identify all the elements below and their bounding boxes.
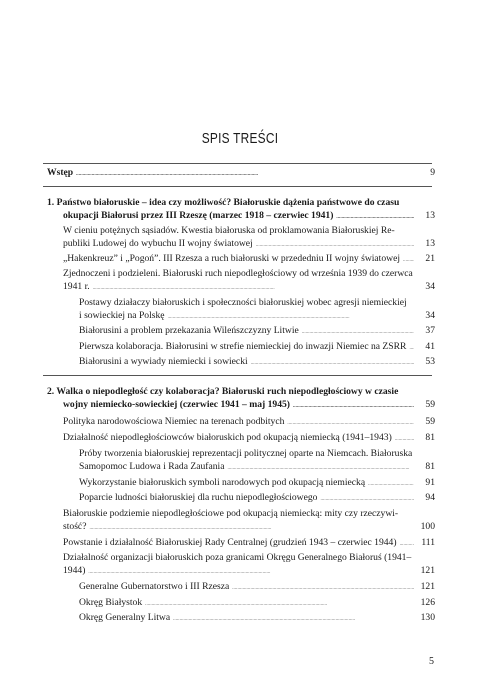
toc-entry-label: Polityka narodowościowa Niemiec na terenach podbitych xyxy=(63,416,285,427)
leader-dots xyxy=(403,253,414,267)
toc-subentry[interactable] xyxy=(79,356,435,370)
toc-entry-line1[interactable]: W cieniu potężnych sąsiadów. Kwestia białoruska od proklamowania Białoruskiej Re- xyxy=(63,225,395,236)
leader-dots xyxy=(336,210,414,224)
toc-page-number: 13 xyxy=(425,238,435,249)
toc-entry-label: Generalne Gubernatorstwo i III Rzesza xyxy=(79,581,230,592)
chapter-2-title-line1[interactable]: 2. Walka o niepodległość czy kolaboracja? Białoruski ruch niepodległościowy w czasie xyxy=(47,386,399,397)
toc-subentry[interactable] xyxy=(79,461,435,475)
toc-page-number: 41 xyxy=(425,341,435,352)
toc-page-number: 121 xyxy=(420,565,435,576)
divider-ch2 xyxy=(43,375,432,376)
toc-page-number: 59 xyxy=(425,399,435,410)
toc-entry-wstep[interactable] xyxy=(47,167,435,181)
toc-page-number: 81 xyxy=(425,461,435,472)
toc-entry-label: Działalność niepodległościowców białoruskich pod okupacją niemiecką (1941–1943) xyxy=(63,432,392,443)
toc-subentry[interactable] xyxy=(79,597,435,611)
toc-subentry[interactable] xyxy=(79,581,435,595)
toc-entry-label: Poparcie ludności białoruskiej dla ruchu niepodległościowego xyxy=(79,492,318,503)
toc-subentry[interactable] xyxy=(79,341,435,355)
toc-page-number: 37 xyxy=(425,325,435,336)
toc-subentry[interactable] xyxy=(79,477,435,491)
toc-entry-label: publiki Ludowej do wybuchu II wojny światowej xyxy=(63,238,253,249)
toc-entry[interactable] xyxy=(63,416,435,430)
page-number: 5 xyxy=(429,656,434,667)
toc-page-number: 111 xyxy=(421,537,435,548)
toc-page-number: 100 xyxy=(420,521,435,532)
chapter-1-title-line1[interactable]: 1. Państwo białoruskie – idea czy możliwość? Białoruskie dążenia państwowe do czasu xyxy=(47,197,400,208)
leader-dots xyxy=(168,310,414,324)
toc-page-number: 21 xyxy=(425,253,435,264)
toc-page-number: 81 xyxy=(425,432,435,443)
leader-dots xyxy=(287,416,414,430)
toc-entry[interactable] xyxy=(63,281,435,295)
toc-entry-label: Białorusini a wywiady niemiecki i sowiecki xyxy=(79,356,248,367)
toc-entry-label: Okręg Białystok xyxy=(79,597,143,608)
toc-entry-line1[interactable]: Działalność organizacji białoruskich poza granicami Okręgu Generalnego Białoruś (1941– xyxy=(63,552,412,563)
toc-page-number: 53 xyxy=(425,356,435,367)
chapter-1-title[interactable] xyxy=(63,210,435,224)
leader-dots xyxy=(395,432,414,446)
leader-dots xyxy=(145,597,414,611)
toc-page-number: 91 xyxy=(425,477,435,488)
leader-dots xyxy=(409,341,414,355)
toc-entry-label: „Hakenkreuz” i „Pogoń”. III Rzesza a ruch białoruski w przededniu II wojny światowej xyxy=(63,253,400,264)
toc-entry-label: Powstanie i działalność Białoruskiej Rady Centralnej (grudzień 1943 – czerwiec 1944) xyxy=(63,537,397,548)
toc-entry-label: Samopomoc Ludowa i Rada Zaufania xyxy=(79,461,225,472)
divider-ch1 xyxy=(43,186,432,187)
toc-page-number: 34 xyxy=(425,281,435,292)
toc-entry-label: 1941 r. xyxy=(63,281,90,292)
leader-dots xyxy=(93,281,414,295)
toc-subentry-line1[interactable]: Postawy działaczy białoruskich i społeczności białoruskiej wobec agresji niemieckiej xyxy=(79,297,407,308)
toc-entry-label: Pierwsza kolaboracja. Białorusini w strefie niemieckiej do inwazji Niemiec na ZSRR xyxy=(79,341,407,352)
toc-entry[interactable] xyxy=(63,238,435,252)
toc-entry-label: Wykorzystanie białoruskich symboli narodowych pod okupacją niemiecką xyxy=(79,477,366,488)
leader-dots xyxy=(227,461,414,475)
toc-entry-label: stość? xyxy=(63,521,87,532)
divider-top xyxy=(43,163,432,164)
toc-entry-label: Białorusini a problem przekazania Wileńszczyzny Litwie xyxy=(79,325,299,336)
leader-dots xyxy=(320,492,414,506)
toc-subentry[interactable] xyxy=(79,612,435,626)
toc-entry[interactable] xyxy=(63,565,435,579)
leader-dots xyxy=(89,521,414,535)
toc-entry-line1[interactable]: Białoruskie podziemie niepodległościowe pod okupacją niemiecką: mity czy rzeczywi- xyxy=(63,508,399,519)
leader-dots xyxy=(232,581,414,595)
toc-entry[interactable] xyxy=(63,537,435,551)
toc-page-number: 9 xyxy=(430,167,435,178)
leader-dots xyxy=(368,477,414,491)
leader-dots xyxy=(400,537,414,551)
leader-dots xyxy=(173,612,414,626)
toc-entry-label: 1944) xyxy=(63,565,86,576)
leader-dots xyxy=(88,565,414,579)
toc-entry[interactable] xyxy=(63,521,435,535)
toc-subentry-line1[interactable]: Próby tworzenia białoruskiej reprezentacji politycznej oparte na Niemcach. Białoruska xyxy=(79,448,413,459)
toc-entry[interactable] xyxy=(63,432,435,446)
toc-page-number: 121 xyxy=(420,581,435,592)
toc-entry-label: Okręg Generalny Litwa xyxy=(79,612,171,623)
toc-entry-label: okupacji Białorusi przez III Rzeszę (marzec 1918 – czerwiec 1941) xyxy=(63,210,334,221)
toc-entry[interactable] xyxy=(63,253,435,267)
toc-entry-label: i sowieckiej na Polskę xyxy=(79,310,165,321)
toc-entry-label: Wstęp xyxy=(47,167,74,178)
leader-dots xyxy=(251,356,414,370)
leader-dots xyxy=(256,238,414,252)
toc-subentry[interactable] xyxy=(79,492,435,506)
chapter-2-title[interactable] xyxy=(63,399,435,413)
toc-page-number: 34 xyxy=(425,310,435,321)
toc-page-number: 130 xyxy=(420,612,435,623)
toc-page-number: 94 xyxy=(425,492,435,503)
toc-entry-label: wojny niemiecko-sowieckiej (czerwiec 1941 – maj 1945) xyxy=(63,399,290,410)
toc-page-number: 59 xyxy=(425,416,435,427)
leader-dots xyxy=(293,399,414,413)
leader-dots xyxy=(302,325,414,339)
page-title: SPIS TREŚCI xyxy=(201,131,279,147)
toc-subentry[interactable] xyxy=(79,310,435,324)
toc-page-number: 13 xyxy=(425,210,435,221)
toc-entry-line1[interactable]: Zjednoczeni i podzieleni. Białoruski ruch niepodległościowy od września 1939 do czerwca xyxy=(63,268,413,279)
leader-dots xyxy=(76,167,414,181)
toc-page-number: 126 xyxy=(420,597,435,608)
toc-subentry[interactable] xyxy=(79,325,435,339)
